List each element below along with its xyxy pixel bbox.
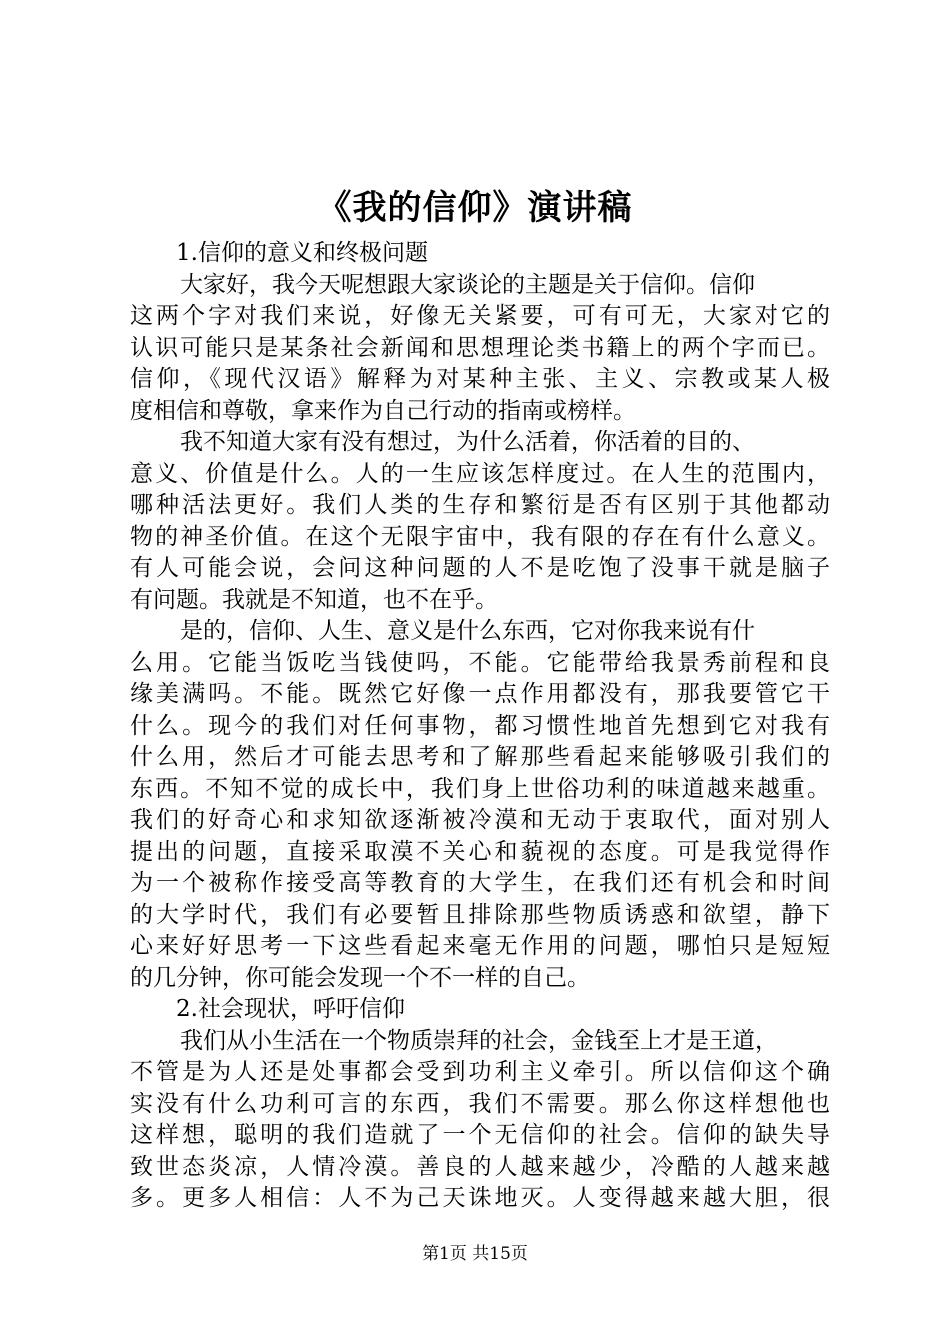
paragraph-line: 哪种活法更好。我们人类的生存和繁衍是否有区别于其他都动 bbox=[130, 492, 830, 518]
document-body bbox=[130, 238, 830, 1215]
paragraph-line: 为一个被称作接受高等教育的大学生，在我们还有机会和时间 bbox=[130, 870, 830, 896]
paragraph-line: 大家好，我今天呢想跟大家谈论的主题是关于信仰。信仰 bbox=[180, 271, 755, 298]
paragraph-line: 有人可能会说，会问这种问题的人不是吃饱了没事干就是脑子 bbox=[130, 555, 830, 581]
page-footer: 第1页 共15页 bbox=[422, 1244, 528, 1264]
paragraph-line: 有问题。我就是不知道，也不在乎。 bbox=[130, 586, 498, 613]
paragraph-line: 认识可能只是某条社会新闻和思想理论类书籍上的两个字而已。 bbox=[130, 334, 830, 361]
paragraph-line: 缘美满吗。不能。既然它好像一点作用都没有，那我要管它干 bbox=[130, 681, 830, 707]
paragraph-line: 多。更多人相信：人不为己天诛地灭。人变得越来越大胆，很 bbox=[130, 1185, 830, 1211]
document-title: 《我的信仰》演讲稿 bbox=[317, 188, 633, 228]
paragraph-line: 什么。现今的我们对任何事物，都习惯性地首先想到它对我有 bbox=[130, 712, 830, 739]
paragraph-line: 不管是为人还是处事都会受到功利主义牵引。所以信仰这个确 bbox=[130, 1059, 830, 1085]
section-heading: 1.信仰的意义和终极问题 bbox=[176, 240, 428, 266]
paragraph-line: 致世态炎凉，人情冷漠。善良的人越来越少，冷酷的人越来越 bbox=[130, 1153, 830, 1180]
paragraph-line: 的几分钟，你可能会发现一个不一样的自己。 bbox=[130, 964, 590, 991]
paragraph-line: 度相信和尊敬，拿来作为自己行动的指南或榜样。 bbox=[130, 397, 636, 424]
paragraph-line: 东西。不知不觉的成长中，我们身上世俗功利的味道越来越重。 bbox=[130, 775, 830, 802]
paragraph-line: 物的神圣价值。在这个无限宇宙中，我有限的存在有什么意义。 bbox=[130, 523, 830, 550]
paragraph-line: 是的，信仰、人生、意义是什么东西，它对你我来说有什 bbox=[180, 618, 755, 644]
paragraph-line: 心来好好思考一下这些看起来毫无作用的问题，哪怕只是短短 bbox=[130, 933, 830, 959]
paragraph-line: 我们的好奇心和求知欲逐渐被冷漠和无动于衷取代，面对别人 bbox=[130, 807, 830, 833]
paragraph-line: 我不知道大家有没有想过，为什么活着，你活着的目的、 bbox=[180, 429, 755, 455]
paragraph-line: 信仰，《现代汉语》解释为对某种主张、主义、宗教或某人极 bbox=[130, 366, 830, 392]
paragraph-line: 这两个字对我们来说，好像无关紧要，可有可无，大家对它的 bbox=[130, 303, 830, 329]
paragraph-line: 意义、价值是什么。人的一生应该怎样度过。在人生的范围内， bbox=[130, 460, 830, 487]
paragraph-line: 这样想，聪明的我们造就了一个无信仰的社会。信仰的缺失导 bbox=[130, 1122, 830, 1148]
paragraph-line: 我们从小生活在一个物质崇拜的社会，金钱至上才是王道， bbox=[180, 1027, 778, 1054]
paragraph-line: 的大学时代，我们有必要暂且排除那些物质诱惑和欲望，静下 bbox=[130, 901, 830, 928]
section-heading: 2.社会现状，呼吁信仰 bbox=[176, 996, 405, 1022]
paragraph-line: 么用。它能当饭吃当钱使吗，不能。它能带给我景秀前程和良 bbox=[130, 649, 830, 676]
paragraph-line: 实没有什么功利可言的东西，我们不需要。那么你这样想他也 bbox=[130, 1090, 830, 1117]
paragraph-line: 提出的问题，直接采取漠不关心和藐视的态度。可是我觉得作 bbox=[130, 838, 830, 865]
paragraph-line: 什么用，然后才可能去思考和了解那些看起来能够吸引我们的 bbox=[130, 744, 830, 770]
